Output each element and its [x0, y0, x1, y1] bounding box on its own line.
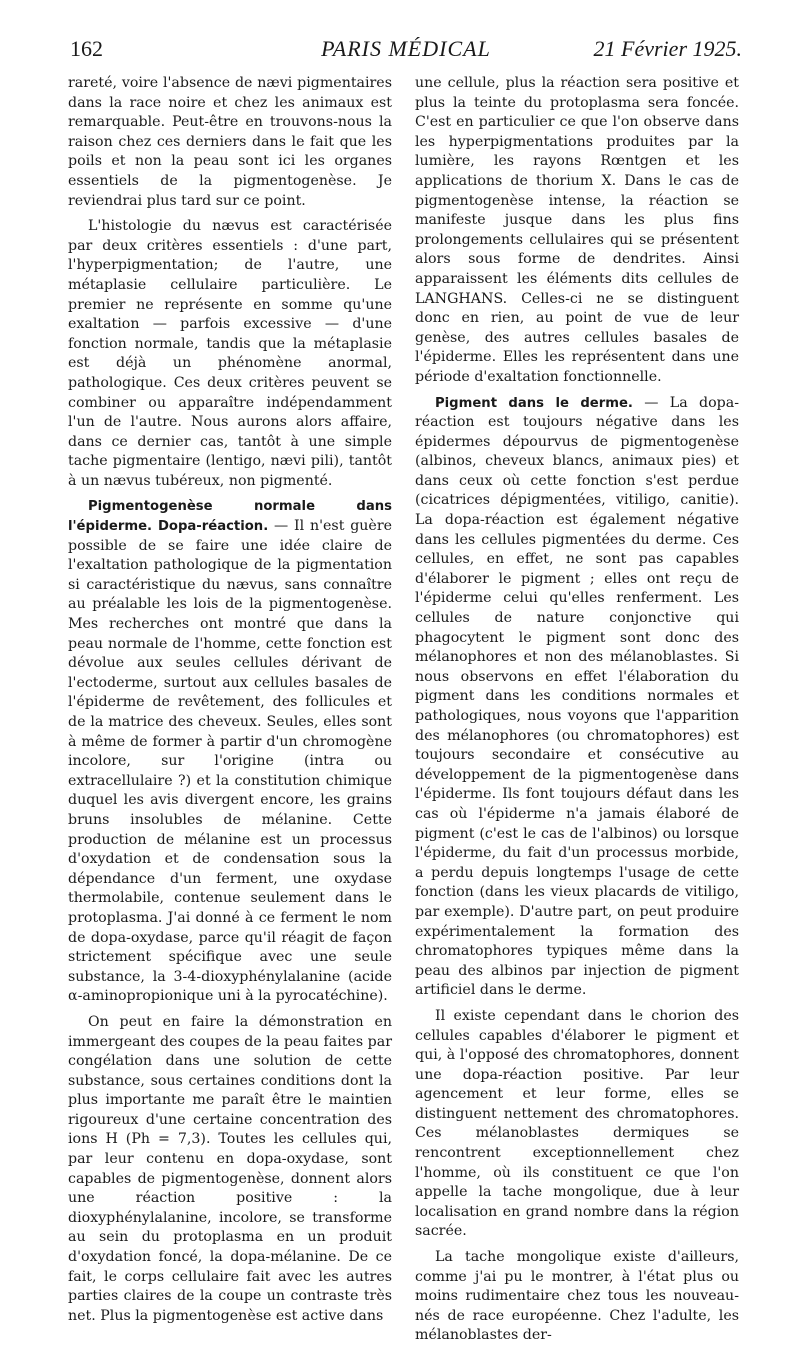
- paragraph: Pigmentogenèse normale dans l'épiderme. Dopa-réaction. — Il n'est guère possible de se faire une idée claire de l'exaltation pathologique de la pigmentation si caractéristique du nævus, sans connaître au préalable les lois de la pigmentogenèse. Mes recherches ont montré que dans la peau normale de l'homme, cette fonction est dévolue aux seules cellules dérivant de l'ectoderme, surtout aux cellules basales de l'épiderme de revêtement, des follicules et de la matrice des cheveux. Seules, elles sont à même de former à partir d'un chromogène incolore, sur l'origine (intra ou extracellulaire ?) et la constitution chimique duquel les avis divergent encore, les grains bruns insolubles de mélanine. Cette production de mélanine est un processus d'oxydation et de condensation sous la dépendance d'un ferment, une oxydase thermolabile, contenue seulement dans le protoplasma. J'ai donné à ce ferment le nom de dopa-oxydase, parce qu'il réagit de façon strictement spécifique avec une seule substance, la 3-4-dioxyphénylalanine (acide α-aminopropionique uni à la pyrocatéchine).: [68, 499, 393, 1005]
- paragraph: Il existe cependant dans le chorion des cellules capables d'élaborer le pigment et qui, à l'opposé des chromatophores, donnent une dopa-réaction positive. Par leur agencement et leur forme, elles se distinguent nettement des chromatophores. Ces mélanoblastes dermiques se rencontrent exceptionnellement chez l'homme, où ils constituent ce que l'on appelle la tache mongolique, due à leur localisation en grand nombre dans la région sacrée.: [415, 1007, 739, 1240]
- paragraph: La tache mongolique existe d'ailleurs, comme j'ai pu le montrer, à l'état plus ou moins rudimentaire chez tous les nouveau-nés de race européenne. Chez l'adulte, les mélanoblastes der-: [415, 1249, 739, 1344]
- paragraph: Pigment dans le derme. — La dopa-réaction est toujours négative dans les épidermes dépourvus de pigmentogenèse (albinos, cheveux blancs, animaux pies) et dans ceux où cette fonction s'est perdue (cicatrices dépigmentées, vitiligo, canitie). La dopa-réaction est également négative dans les cellules pigmentées du derme. Ces cellules, en effet, ne sont pas capables d'élaborer le pigment ; elles ont reçu de l'épiderme celui qu'elles renferment. Les cellules de nature conjonctive qui phagocytent le pigment sont donc des mélanophores et non des mélanoblastes. Si nous observons en effet l'élaboration du pigment dans les conditions normales et pathologiques, nous voyons que l'apparition des mélanophores (ou chromatophores) est toujours secondaire et consécutive au développement de la pigmentogenèse dans l'épiderme. Ils font toujours défaut dans les cas où l'épiderme n'a jamais élaboré de pigment (c'est le cas de l'albinos) ou lorsque l'épiderme, du fait d'un processus morbide, a perdu depuis longtemps l'usage de cette fonction (dans les vieux placards de vitiligo, par exemple). D'autre part, on peut produire expérimentalement la formation des chromatophores typiques même dans la peau des albinos par injection de pigment artificiel dans le derme.: [415, 394, 739, 999]
- section-heading: Pigmentogenèse normale dans l'épiderme. Dopa-réaction.: [68, 499, 392, 535]
- right-column: [415, 74, 739, 1352]
- section-heading: Pigment dans le derme.: [435, 395, 633, 411]
- page-number: 162: [70, 36, 103, 61]
- journal-title: PARIS MÉDICAL: [321, 36, 491, 61]
- paragraph: L'histologie du nævus est caractérisée par deux critères essentiels : d'une part, l'hyperpigmentation; de l'autre, une métaplasie cellulaire particulière. Le premier ne représente en somme qu'une exaltation — parfois excessive — d'une fonction normale, tandis que la métaplasie est déjà un phénomène anormal, pathologique. Ces deux critères peuvent se combiner ou apparaître indépendamment l'un de l'autre. Nous aurons alors affaire, dans ce dernier cas, tantôt à une simple tache pigmentaire (lentigo, nævi pili), tantôt à un nævus tubéreux, non pigmenté.: [68, 218, 392, 489]
- paragraph: On peut en faire la démonstration en immergeant des coupes de la peau faites par congélation dans une solution de cette substance, sous certaines conditions dont la plus importante me paraît être le maintien rigoureux d'une certaine concentration des ions H (Ph = 7,3). Toutes les cellules qui, par leur contenu en dopa-oxydase, sont capables de pigmentogenèse, donnent alors une réaction positive : la dioxyphénylalanine, incolore, se transforme au sein du protoplasma en un produit d'oxydation foncé, la dopa-mélanine. De ce fait, le corps cellulaire fait avec les autres parties claires de la coupe un contraste très net. Plus la pigmentogenèse est active dans: [68, 1013, 392, 1324]
- page-header: [70, 36, 742, 70]
- paragraph: rareté, voire l'absence de nævi pigmentaires dans la race noire et chez les animaux est remarquable. Peut-être en trouvons-nous la raison chez ces derniers dans le fait que les poils et non la peau sont ici les organes essentiels de la pigmentogenèse. Je reviendrai plus tard sur ce point.: [68, 75, 392, 209]
- left-column: [68, 74, 392, 1332]
- issue-date: 21 Février 1925.: [593, 36, 742, 61]
- paragraph: une cellule, plus la réaction sera positive et plus la teinte du protoplasma sera foncée. C'est en particulier ce que l'on observe dans les hyperpigmentations produites par la lumière, les rayons Rœntgen et les applications de thorium X. Dans le cas de pigmentogenèse intense, la réaction se manifeste jusque dans les plus fins prolongements cellulaires qui se présentent alors sous forme de dendrites. Ainsi apparaissent les éléments dits cellules de LANGHANS. Celles-ci ne se distinguent donc en rien, au point de vue de leur genèse, des autres cellules basales de l'épiderme. Elles les représentent dans une période d'exaltation fonctionnelle.: [415, 75, 739, 385]
